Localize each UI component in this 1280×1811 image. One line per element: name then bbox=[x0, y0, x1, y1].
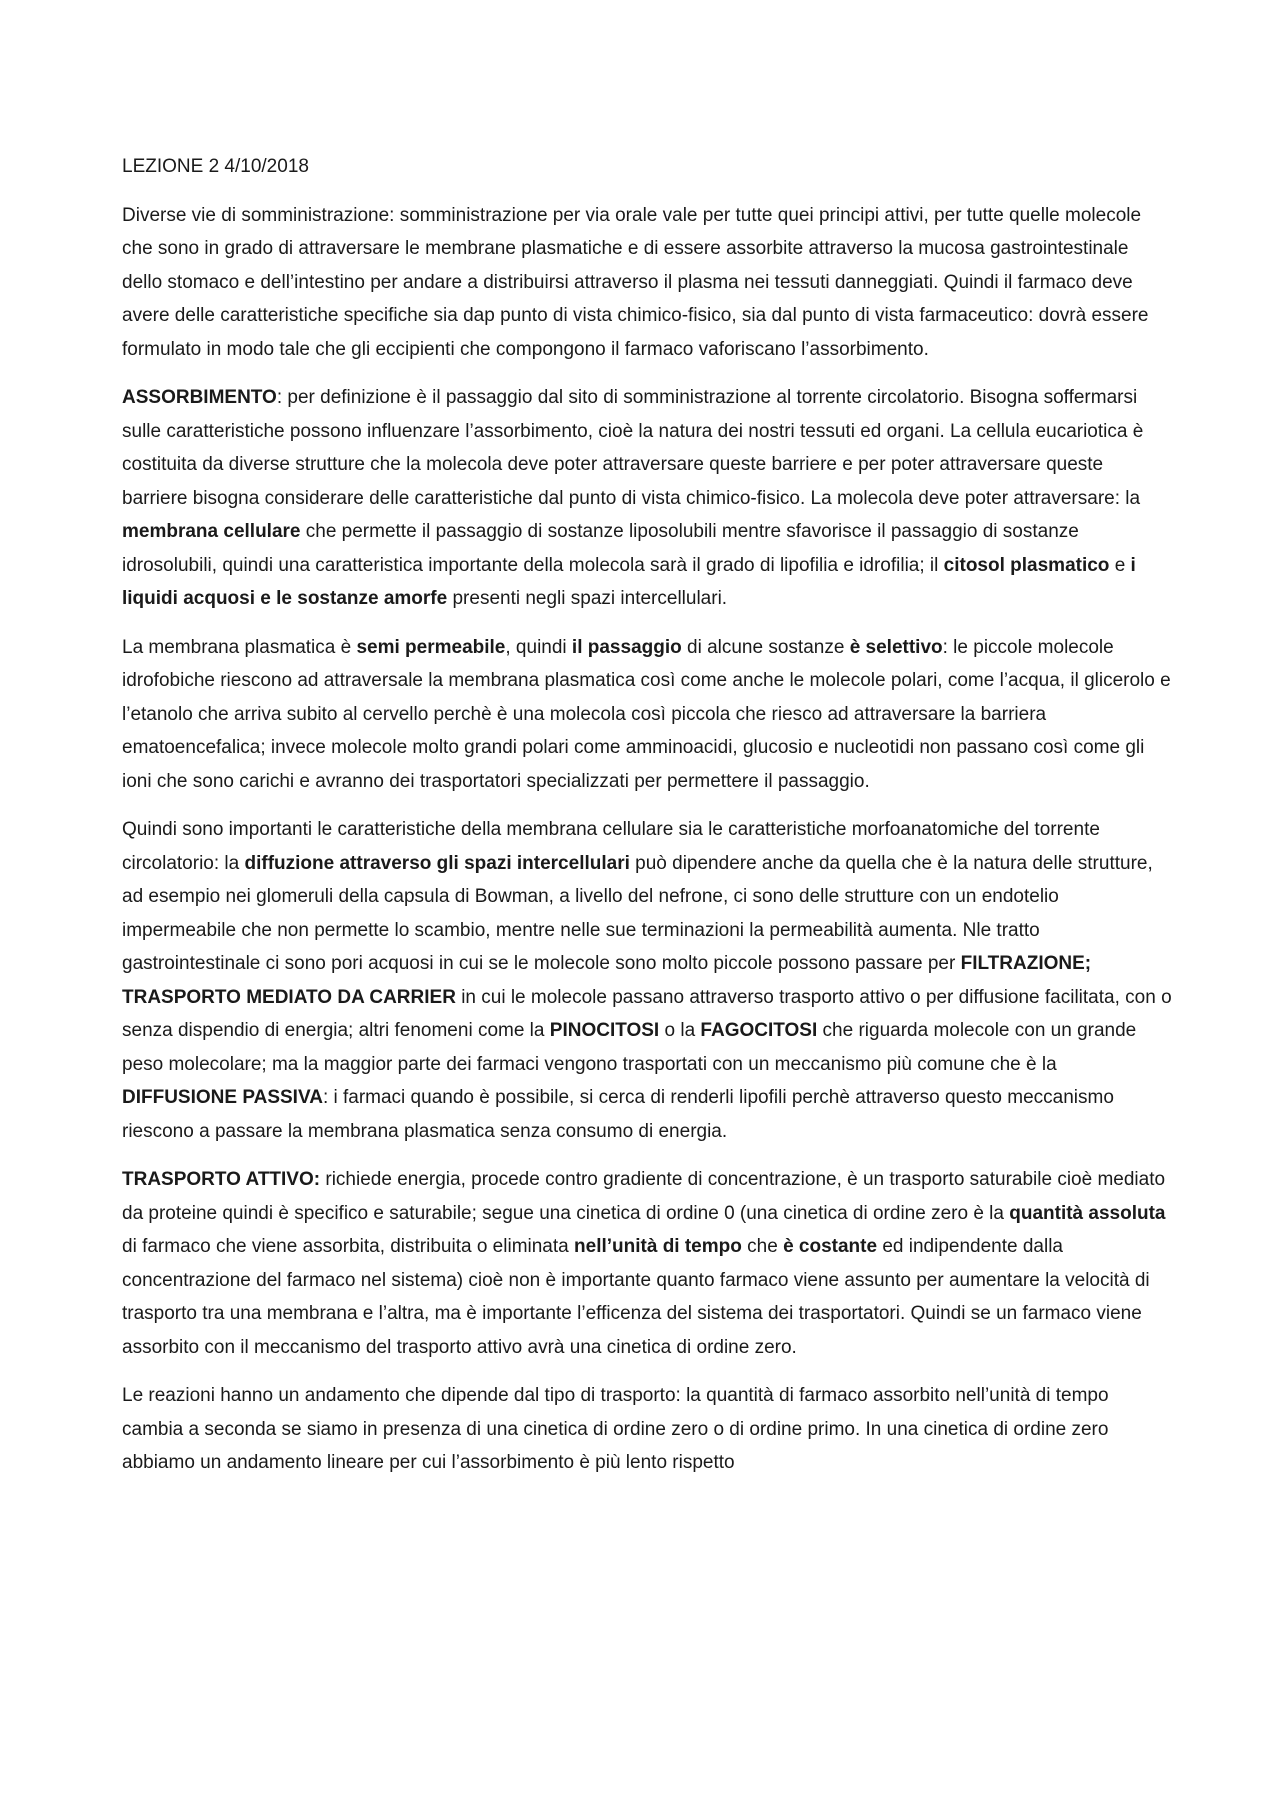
text-run: presenti negli spazi intercellulari. bbox=[447, 588, 728, 609]
bold-term: nell’unità di tempo bbox=[574, 1236, 742, 1257]
text-run: Quindi sono importanti le caratteristiche della membrana cellulare sia le caratteristiche morfoanatomiche del torrente circolatorio: la bbox=[122, 819, 1100, 874]
text-run: di alcune sostanze bbox=[681, 636, 850, 658]
text-run: o la bbox=[659, 1020, 701, 1041]
paragraph bbox=[122, 813, 1172, 1148]
text-run: che riguarda molecole con un grande peso molecolare; ma la maggior parte dei farmaci vengono trasportati con un meccanismo più comune che è la bbox=[122, 1020, 1137, 1075]
text-run: richiede energia, procede contro gradiente di concentrazione, è un trasporto saturabile cioè mediato da proteine quindi è specifico e saturabile; segue una cinetica di ordine 0 (una cinetica di ordine zero è la bbox=[122, 1169, 1166, 1224]
text-run: Le reazioni hanno un andamento che dipende dal tipo di trasporto: la quantità di farmaco assorbito nell’unità di tempo cambia a seconda se siamo in presenza di una cinetica di ordine zero o di ordine primo. In una cinetica di ordine zero abbiamo un andamento lineare per cui l’assorbimento è più lento rispetto bbox=[122, 1385, 1109, 1473]
bold-term: DIFFUSIONE PASSIVA bbox=[122, 1087, 323, 1108]
text-run: : i farmaci quando è possibile, si cerca di renderli lipofili perchè attraverso questo meccanismo riescono a passare la membrana plasmatica senza consumo di energia. bbox=[122, 1087, 1114, 1142]
bold-term: TRASPORTO ATTIVO: bbox=[122, 1169, 321, 1190]
bold-term: i liquidi acquosi e le sostanze amorfe bbox=[122, 554, 1136, 609]
paragraph bbox=[122, 199, 1172, 367]
text-run: , quindi bbox=[505, 636, 572, 658]
bold-term: il passaggio bbox=[571, 636, 682, 658]
document-page bbox=[122, 150, 1172, 1495]
bold-term: è selettivo bbox=[849, 636, 943, 658]
paragraph bbox=[122, 381, 1172, 616]
text-run: e bbox=[1109, 554, 1131, 576]
bold-term: FAGOCITOSI bbox=[700, 1020, 818, 1041]
bold-term: quantità assoluta bbox=[1009, 1202, 1166, 1224]
bold-term: membrana cellulare bbox=[122, 521, 301, 542]
text-run: che bbox=[741, 1236, 784, 1257]
text-run: che permette il passaggio di sostanze liposolubili mentre sfavorisce il passaggio di sostanze idrosolubili, quindi una caratteristica importante della molecola sarà il grado di lipofilia e idrofilia; il bbox=[122, 521, 1079, 576]
bold-term: diffuzione attraverso gli spazi intercellulari bbox=[244, 852, 630, 874]
document-body bbox=[122, 199, 1172, 1480]
text-run: La membrana plasmatica è bbox=[122, 636, 357, 658]
text-run: ed indipendente dalla concentrazione del farmaco nel sistema) cioè non è importante quanto farmaco viene assunto per aumentare la velocità di trasporto tra una membrana e l’altra, ma è importante l’efficenza del sistema dei trasportatori. Quindi se un farmaco viene assorbito con il meccanismo del trasporto attivo avrà una cinetica di ordine zero. bbox=[122, 1236, 1150, 1358]
paragraph bbox=[122, 631, 1172, 799]
bold-term: FILTRAZIONE; TRASPORTO MEDIATO DA CARRIER bbox=[122, 953, 1092, 1008]
text-run: Diverse vie di somministrazione: somministrazione per via orale vale per tutte quei principi attivi, per tutte quelle molecole che sono in grado di attraversare le membrane plasmatiche e di essere assorbite attraverso la mucosa gastrointestinale dello stomaco e dell’intestino per andare a distribuirsi attraverso il plasma nei tessuti danneggiati. Quindi il farmaco deve avere delle caratteristiche specifiche sia dap punto di vista chimico-fisico, sia dal punto di vista farmaceutico: dovrà essere formulato in modo tale che gli eccipienti che compongono il farmaco vaforiscano l’assorbimento. bbox=[122, 204, 1149, 360]
lesson-title: LEZIONE 2 4/10/2018 bbox=[122, 156, 309, 177]
bold-term: PINOCITOSI bbox=[549, 1020, 660, 1041]
paragraph bbox=[122, 1163, 1172, 1364]
bold-term: è costante bbox=[783, 1236, 878, 1257]
paragraph bbox=[122, 1379, 1172, 1480]
bold-term: semi permeabile bbox=[356, 636, 506, 658]
bold-term: ASSORBIMENTO bbox=[122, 387, 277, 408]
text-run: di farmaco che viene assorbita, distribuita o eliminata bbox=[122, 1236, 575, 1257]
text-run: può dipendere anche da quella che è la natura delle strutture, ad esempio nei glomeruli della capsula di Bowman, a livello del nefrone, ci sono delle strutture con un endotelio impermeabile che non permette lo scambio, mentre nelle sue terminazioni la permeabilità aumenta. Nle tratto gastrointestinale ci sono pori acquosi in cui se le molecole sono molto piccole possono passare per bbox=[122, 852, 1153, 974]
text-run: : le piccole molecole idrofobiche riescono ad attraversale la membrana plasmatica così come anche le molecole polari, come l’acqua, il glicerolo e l’etanolo che arriva subito al cervello perchè è una molecola così piccola che riesco ad attraversare la barriera ematoencefalica; invece molecole molto grandi polari come amminoacidi, glucosio e nucleotidi non passano così come gli ioni che sono carichi e avranno dei trasportatori specializzati per permettere il passaggio. bbox=[122, 636, 1171, 792]
text-run: : per definizione è il passaggio dal sito di somministrazione al torrente circolatorio. Bisogna soffermarsi sulle caratteristiche possono influenzare l’assorbimento, cioè la natura dei nostri tessuti ed organi. La cellula eucariotica è costituita da diverse strutture che la molecola deve poter attraversare queste barriere e per poter attraversare queste barriere bisogna considerare delle caratteristiche dal punto di vista chimico-fisico. La molecola deve poter attraversare: la bbox=[122, 387, 1144, 509]
bold-term: citosol plasmatico bbox=[943, 554, 1110, 576]
text-run: in cui le molecole passano attraverso trasporto attivo o per diffusione facilitata, con o senza dispendio di energia; altri fenomeni come la bbox=[122, 986, 1172, 1041]
